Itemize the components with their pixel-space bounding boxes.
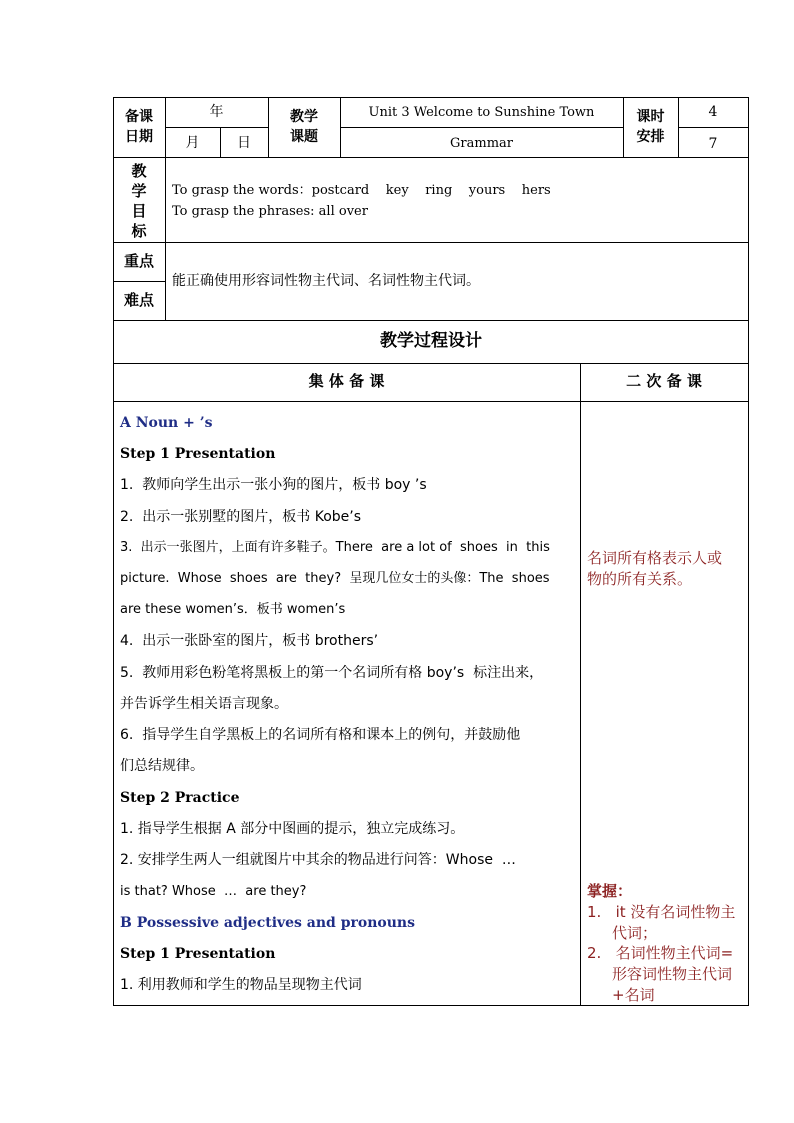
step1-item1: 1. 教师向学生出示一张小狗的图片，板书 boy ’s [120, 477, 427, 493]
zhongdian-label: 重点 [123, 252, 154, 270]
table-line-top [113, 97, 749, 98]
day-label: 日 [237, 135, 251, 151]
objectives-label: 教 学 目 标 [131, 162, 147, 240]
grasp-point1-line2: 代词； [612, 924, 658, 942]
year-label: 年 [209, 104, 224, 120]
table-border-right [748, 97, 749, 1006]
objectives-line1: To grasp the words：postcard key ring yours hers [172, 183, 551, 198]
table-line-schedule-mid [678, 127, 749, 128]
nandian-label: 难点 [123, 291, 154, 309]
step1-item5-line1: 5. 教师用彩色粉笔将黑板上的第一个名词所有格 boy’s 标注出来， [120, 665, 544, 681]
schedule-value-2: 7 [708, 136, 718, 152]
table-line-keypoints-bottom [113, 320, 749, 321]
step2-item2-line1: 2. 安排学生两人一组就图片中其余的物品进行问答：Whose … [120, 852, 516, 868]
table-line-topic-mid [340, 127, 623, 128]
table-line-subheader-bottom [113, 401, 749, 402]
topic-line1: Unit 3 Welcome to Sunshine Town [368, 105, 595, 120]
note-possessive-line2: 物的所有关系。 [587, 570, 693, 588]
table-line-bottom [113, 1005, 749, 1006]
table-line-header-bottom [113, 157, 749, 158]
second-prep-label: 二 次 备 课 [626, 372, 702, 390]
process-title: 教学过程设计 [380, 331, 482, 351]
step1-item2: 2. 出示一张别墅的图片，板书 Kobe’s [120, 509, 362, 525]
section-b-item1: 1. 利用教师和学生的物品呈现物主代词 [120, 977, 362, 993]
step2-item2-line2: is that? Whose … are they? [120, 884, 307, 899]
table-line-zhongdian-bottom [113, 281, 165, 282]
section-a-heading: A Noun + ’s [120, 415, 213, 431]
grasp-label: 掌握： [587, 882, 633, 900]
grasp-point2-line2: 形容词性物主代词 [612, 965, 733, 983]
topic-line2: Grammar [450, 136, 513, 151]
objectives-line2: To grasp the phrases: all over [172, 204, 368, 219]
grasp-point2-line3: +名词 [612, 986, 655, 1004]
step1-item6-line2: 们总结规律。 [120, 758, 204, 774]
step2-heading: Step 2 Practice [120, 790, 240, 806]
step1-item3-line3: are these women’s．板书 women’s [120, 602, 346, 617]
step1-item4: 4. 出示一张卧室的图片，板书 brothers’ [120, 633, 379, 649]
collective-prep-label: 集 体 备 课 [308, 372, 385, 390]
table-line-header-mid [165, 127, 268, 128]
note-possessive-line1: 名词所有格表示人或 [587, 549, 723, 567]
step1-item3-line2: picture. Whose shoes are they? 呈现几位女士的头像：The shoes [120, 571, 550, 586]
schedule-label: 课时 安排 [636, 109, 665, 145]
section-b-heading: B Possessive adjectives and pronouns [120, 915, 415, 931]
key-points-text: 能正确使用形容词性物主代词、名词性物主代词。 [172, 273, 480, 289]
table-line-v-label [165, 97, 166, 321]
step1-item5-line2: 并告诉学生相关语言现象。 [120, 696, 288, 712]
schedule-value-1: 4 [708, 104, 718, 120]
grasp-point1-line1: 1. it 没有名词性物主 [587, 903, 736, 921]
table-line-title-bottom [113, 363, 749, 364]
prep-date-label: 备课 日期 [125, 109, 153, 145]
topic-label: 教学 课题 [290, 109, 318, 145]
table-line-objectives-bottom [113, 242, 749, 243]
section-b-step1-heading: Step 1 Presentation [120, 946, 276, 962]
grasp-point2-line1: 2. 名词性物主代词= [587, 944, 734, 962]
month-label: 月 [185, 135, 200, 151]
step1-item3-line1: 3. 出示一张图片，上面有许多鞋子。There are a lot of shoes in this [120, 540, 550, 555]
table-line-v-columns [580, 363, 581, 1006]
step1-item6-line1: 6. 指导学生自学黑板上的名词所有格和课本上的例句，并鼓励他 [120, 727, 521, 743]
step1-heading: Step 1 Presentation [120, 446, 276, 462]
step2-item1: 1. 指导学生根据 A 部分中图画的提示，独立完成练习。 [120, 821, 465, 837]
